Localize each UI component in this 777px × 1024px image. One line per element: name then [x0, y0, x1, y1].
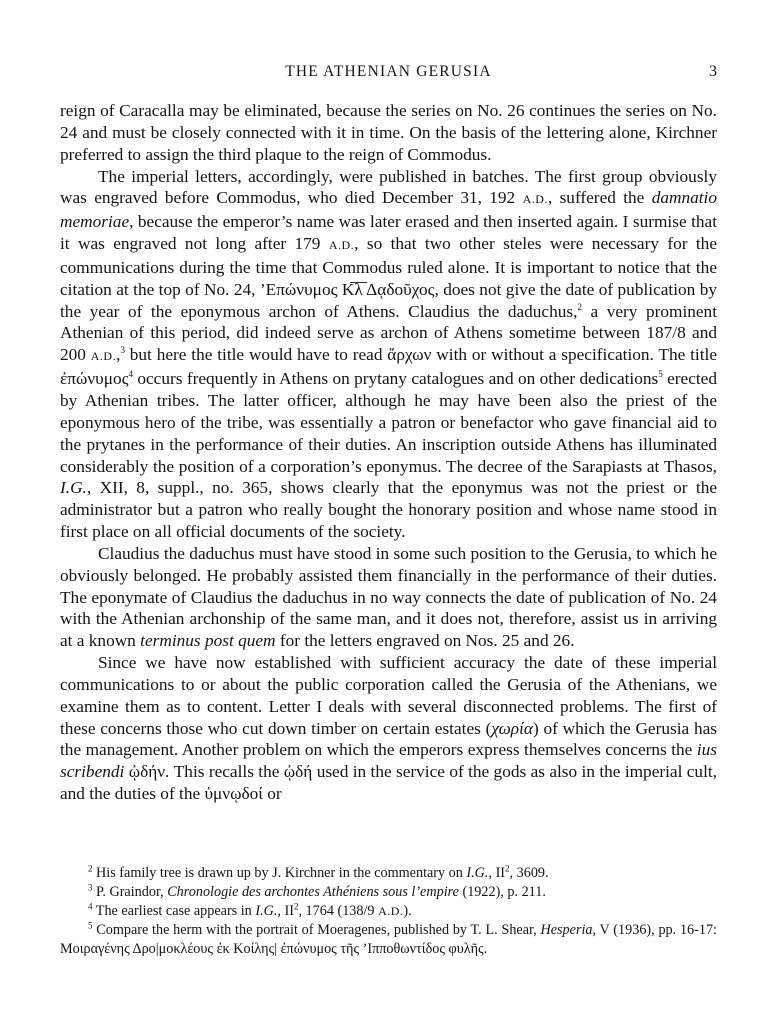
- paragraph: [60, 166, 717, 543]
- footnote-marker: 3: [88, 882, 93, 893]
- text-run: Since we have now established with sufficient accuracy the date of these imperial communications to or about the public corporation called the Gerusia of the Athenians, we examine them as to content. Letter I deals with several disconnected problems. The first of these concerns those who cut down timber on certain estates (: [60, 653, 717, 738]
- text-run: , XII, 8, suppl., no. 365, shows clearly that the eponymus was not the priest or the administrator but a patron who really bought the honorary position and whose name stood in first place on all official documents of the society.: [60, 478, 717, 542]
- body-text: [60, 100, 717, 805]
- text-run: P. Graindor,: [92, 884, 168, 900]
- footnote: [60, 902, 717, 921]
- paragraph: [60, 652, 717, 805]
- text-run: terminus post quem: [140, 631, 276, 651]
- text-run: ,: [116, 345, 121, 365]
- running-head: [60, 63, 717, 87]
- footnote: [60, 883, 717, 902]
- running-title: THE ATHENIAN GERUSIA: [285, 63, 492, 80]
- footnote-marker: 5: [88, 920, 93, 931]
- footnote: [60, 864, 717, 883]
- text-run: ius scribendi: [60, 740, 717, 782]
- footnote: [60, 921, 717, 959]
- text-run: occurs frequently in Athens on prytany catalogues and on other dedications: [132, 369, 659, 389]
- footnotes: [60, 864, 717, 959]
- text-run: A.D.: [328, 238, 355, 253]
- text-run: , II: [488, 865, 506, 881]
- footnote-marker: 5: [658, 369, 663, 380]
- text-run: , 3609.: [509, 865, 549, 881]
- footnote-marker: 2: [88, 863, 93, 874]
- text-run: , suffered the: [547, 188, 652, 208]
- text-run: A.D.: [378, 904, 404, 918]
- text-run: The imperial letters, accordingly, were published in batches. The first group obviously was engraved before Commodus, who died December 31, 192: [60, 166, 717, 208]
- footnote-marker: 3: [120, 345, 125, 356]
- text-run: I.G.: [255, 903, 278, 919]
- text-run: χωρία: [491, 718, 533, 738]
- text-run: His family tree is drawn up by J. Kirchner in the commentary on: [92, 865, 467, 881]
- text-run: Chronologie des archontes Athéniens sous l’empire: [167, 884, 459, 900]
- text-run: , V (1936), pp. 16-17: Μοιραγένης Δρο|μοκλέους ἐκ Κοίλης| ἐπώνυμος τῆς ’Ιπποθωντίδος φυλῆς.: [60, 922, 717, 957]
- text-run: I.G.: [60, 478, 87, 498]
- text-run: ).: [403, 903, 412, 919]
- text-run: A.D.: [90, 349, 117, 364]
- text-run: , 1764 (138/9: [298, 903, 379, 919]
- text-run: Claudius the daduchus must have stood in some such position to the Gerusia, to which he obviously belonged. He probably assisted them financially in the performance of their duties. The eponymate of Claudius the daduchus in no way connects the date of publication of No. 24 with the Athenian archonship of the same man, and it does not, therefore, assist us in arriving at a known: [60, 543, 717, 651]
- text-run: erected by Athenian tribes. The latter officer, although he may have been also the priest of the eponymous hero of the tribe, was essentially a patron or benefactor who gave financial aid to the prytanes in the performance of their duties. An inscription outside Athens has illuminated considerably the position of a corporation’s eponymus. The decree of the Sarapiasts at Thasos,: [60, 369, 717, 476]
- text-run: for the letters engraved on Nos. 25 and 26.: [275, 631, 575, 651]
- text-run: , II: [277, 903, 294, 919]
- footnote-marker: 4: [128, 369, 133, 380]
- page-number: 3: [709, 63, 717, 80]
- text-run: reign of Caracalla may be eliminated, because the series on No. 26 continues the series on No. 24 and must be closely connected with it in time. On the basis of the lettering alone, Kirchner preferred to assign the third plaque to the reign of Commodus.: [60, 101, 717, 164]
- footnote-marker: 2: [505, 863, 510, 874]
- text-run: The earliest case appears in: [92, 903, 256, 919]
- text-run: A.D.: [522, 192, 548, 207]
- text-run: I.G.: [466, 865, 489, 881]
- footnote-marker: 2: [293, 901, 299, 912]
- text-run: but here the title would have to read ἄρχων with or without a specification. The title ἐπώνυμος: [60, 345, 717, 389]
- text-run: ᾠδήν. This recalls the ᾠδή used in the service of the gods as also in the imperial cult, and the duties of the ὑμνῳδοί or: [60, 762, 717, 804]
- text-run: damnatio memoriae: [60, 188, 717, 232]
- text-run: Hesperia: [540, 922, 593, 938]
- footnote-marker: 2: [577, 301, 582, 312]
- text-run: Compare the herm with the portrait of Moeragenes, published by T. L. Shear,: [92, 922, 541, 938]
- text-run: , so that two other steles were necessary for the communications during the time that Commodus ruled alone. It is important to notice that the citation at the top of No. 24, ’Επώνυμος Κ̅λ̅ Δᾳδοῦχος, does not give the date of publication by the year of the eponymous archon of Athens. Claudius the daduchus,: [60, 234, 717, 321]
- paragraph: [60, 100, 717, 166]
- text-run: , because the emperor’s name was later erased and then inserted again. I surmise that it was engraved not long after 179: [60, 212, 717, 254]
- footnote-marker: 4: [88, 901, 93, 912]
- text-run: ) of which the Gerusia has the management. Another problem on which the emperors express themselves concerns the: [60, 718, 717, 760]
- text-run: (1922), p. 211.: [458, 884, 546, 900]
- paragraph: [60, 543, 717, 652]
- text-run: a very prominent Athenian of this period, did indeed serve as archon of Athens sometime between 187/8 and 200: [60, 301, 717, 365]
